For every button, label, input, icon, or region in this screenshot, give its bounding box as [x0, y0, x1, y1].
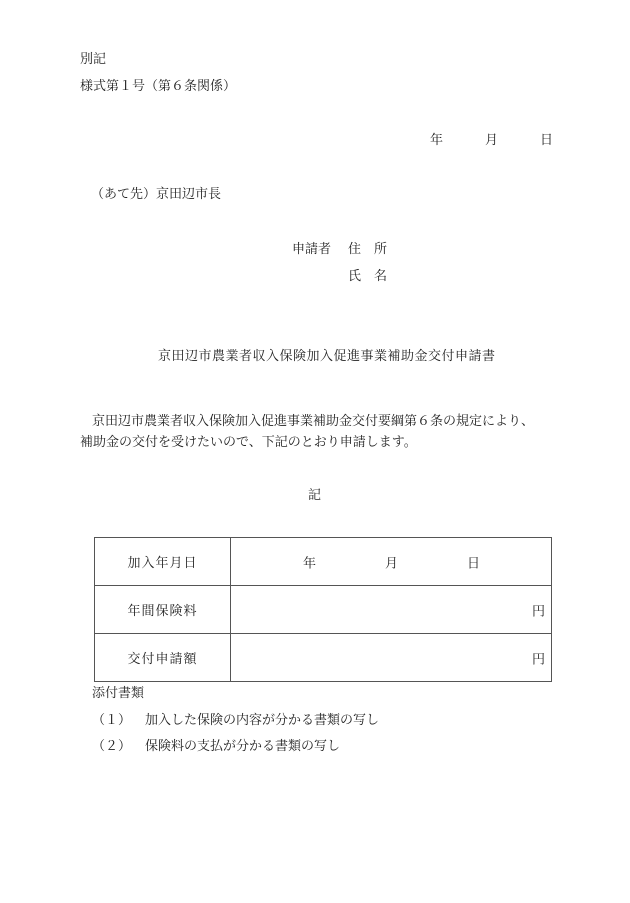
- date-year-label: 年: [430, 133, 444, 148]
- addressee: （あて先）京田辺市長: [91, 187, 222, 202]
- enrollment-month-label: 月: [385, 556, 399, 571]
- ki-label: 記: [308, 488, 322, 503]
- annex-label: 別記: [80, 52, 107, 67]
- date-month-label: 月: [485, 133, 499, 148]
- body-text-line-1: 京田辺市農業者収入保険加入促進事業補助金交付要綱第６条の規定により、: [92, 414, 535, 429]
- attachment-number: （１）: [92, 713, 132, 728]
- enrollment-year-label: 年: [303, 556, 317, 571]
- application-table: [94, 537, 552, 682]
- table-row-annual-premium: [95, 586, 552, 634]
- body-text-line-2: 補助金の交付を受けたいので、下記のとおり申請します。: [80, 435, 417, 450]
- requested-amount-field[interactable]: [231, 634, 552, 682]
- attachment-text: 保険料の支払が分かる書類の写し: [145, 739, 341, 754]
- annual-premium-field[interactable]: [231, 586, 552, 634]
- enrollment-date-field[interactable]: [231, 538, 552, 586]
- attachment-number: （２）: [92, 739, 132, 754]
- attachment-text: 加入した保険の内容が分かる書類の写し: [145, 713, 380, 728]
- applicant-label: 申請者: [292, 242, 332, 257]
- yen-unit: 円: [531, 604, 545, 619]
- applicant-name-label: 氏 名: [348, 269, 388, 284]
- requested-amount-label: 交付申請額: [95, 634, 231, 682]
- table-row-requested-amount: [95, 634, 552, 682]
- document-title: 京田辺市農業者収入保険加入促進事業補助金交付申請書: [158, 349, 496, 364]
- applicant-address-label: 住 所: [348, 242, 388, 257]
- yen-unit: 円: [531, 652, 545, 667]
- enrollment-day-label: 日: [467, 556, 481, 571]
- table-row-enrollment-date: [95, 538, 552, 586]
- attachments-heading: 添付書類: [92, 686, 145, 701]
- date-day-label: 日: [540, 133, 554, 148]
- form-number: 様式第１号（第６条関係）: [80, 79, 237, 94]
- annual-premium-label: 年間保険料: [95, 586, 231, 634]
- enrollment-date-label: 加入年月日: [95, 538, 231, 586]
